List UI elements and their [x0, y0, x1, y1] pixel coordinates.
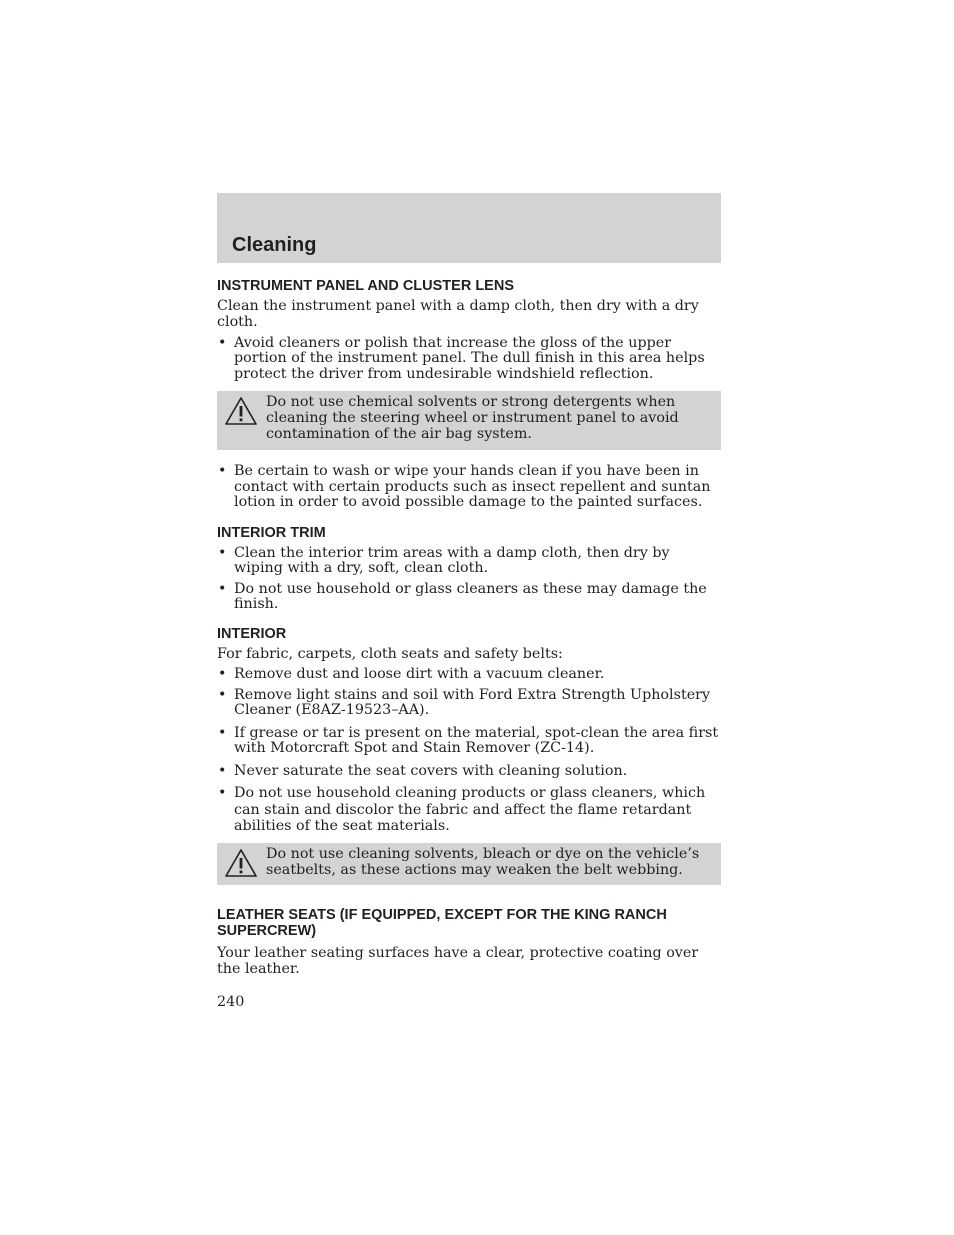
heading-interior: INTERIOR [217, 625, 287, 642]
list-item: • Remove light stains and soil with Ford Extra Strength Upholstery Cleaner (E8AZ-19523–AA). [217, 688, 721, 719]
list-item: • Do not use household or glass cleaners as these may damage the finish. [217, 582, 721, 613]
list-item: • Clean the interior trim areas with a damp cloth, then dry by wiping with a dry, soft, clean cloth. [217, 546, 721, 577]
list-item: • Avoid cleaners or polish that increase the gloss of the upper portion of the instrument panel. The dull finish in this area helps protect the driver from undesirable windshield reflection. [217, 336, 721, 383]
warning-triangle-icon [224, 848, 258, 880]
list-item: • Do not use household cleaning products or glass cleaners, which can stain and discolor the fabric and affect the flame retardant abilities of the seat materials. [217, 785, 721, 834]
warning-box-seatbelts [217, 843, 721, 885]
manual-page [217, 193, 721, 1010]
list-item: • Never saturate the seat covers with cleaning solution. [217, 764, 721, 780]
page-number: 240 [217, 993, 245, 1010]
section-header-band [217, 193, 721, 263]
heading-instrument-panel: INSTRUMENT PANEL AND CLUSTER LENS [217, 278, 514, 294]
paragraph-interior-intro: For fabric, carpets, cloth seats and safety belts: [217, 645, 563, 662]
heading-interior-trim: INTERIOR TRIM [217, 524, 326, 541]
warning-box-air-bag [217, 391, 721, 450]
bullet-list-instrument-panel-1 [217, 336, 721, 383]
list-item: • Remove dust and loose dirt with a vacuum cleaner. [217, 667, 721, 683]
warning-text: Do not use cleaning solvents, bleach or dye on the vehicle’s seatbelts, as these actions may weaken the belt webbing. [266, 846, 700, 879]
paragraph-leather-seats-intro: Your leather seating surfaces have a clear, protective coating over the leather. [217, 945, 699, 978]
list-item: • If grease or tar is present on the material, spot-clean the area first with Motorcraft Spot and Stain Remover (ZC-14). [217, 726, 721, 757]
bullet-list-instrument-panel-2 [217, 464, 721, 511]
warning-triangle-icon [224, 396, 258, 428]
list-item: • Be certain to wash or wipe your hands clean if you have been in contact with certain products such as insect repellent and suntan lotion in order to avoid possible damage to the painted surfaces. [217, 464, 721, 511]
paragraph-instrument-panel-intro: Clean the instrument panel with a damp cloth, then dry with a dry cloth. [217, 298, 699, 330]
bullet-list-interior [217, 667, 721, 834]
warning-text: Do not use chemical solvents or strong detergents when cleaning the steering wheel or instrument panel to avoid contamination of the air bag system. [266, 394, 679, 443]
heading-leather-seats: LEATHER SEATS (IF EQUIPPED, EXCEPT FOR THE KING RANCH SUPERCREW) [217, 907, 667, 940]
page-title: Cleaning [232, 234, 317, 256]
bullet-list-interior-trim [217, 546, 721, 613]
